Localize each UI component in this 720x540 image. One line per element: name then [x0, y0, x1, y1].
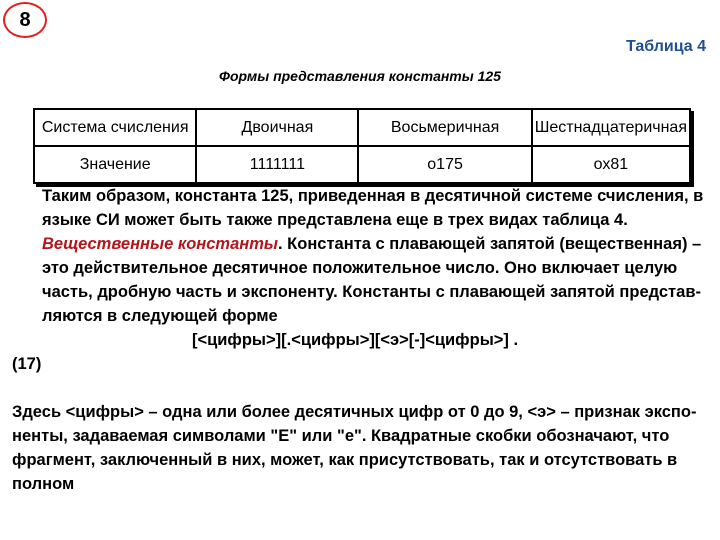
constant-forms-table	[33, 108, 691, 184]
body-text	[12, 184, 712, 496]
table-header-row	[34, 109, 690, 146]
table-cell: 1111111	[196, 146, 358, 183]
table-row	[34, 146, 690, 183]
paragraph-1: Таким образом, константа 125, приведенная в десятичной системе счисления, в языке СИ может быть также представлена еще в трех видах таблица 4.	[42, 187, 704, 229]
table-cell: Шестнадцатеричная	[532, 109, 690, 146]
table-cell: Восьмеричная	[358, 109, 531, 146]
table-caption: Формы представления константы 125	[219, 68, 501, 84]
table-cell: о175	[358, 146, 531, 183]
table-cell: Значение	[34, 146, 196, 183]
slide-number-badge: 8	[3, 2, 47, 38]
paragraph-3: Здесь <цифры> – одна или более десятичных цифр от 0 до 9, <э> – признак экспо-ненты, задаваемая символами "E" или "e". Квадратные скобки обозначают, что фрагмент, заключенный в них, может, как присутствовать, так и отсутствовать в полном	[12, 403, 697, 493]
equation-number: (17)	[12, 355, 42, 373]
paragraph-2-text: . Константа с плавающей запятой (вещественная) – это действительное десятичное положительное число. Оно включает целую часть, дробную часть и экспоненту. Константы с плавающей запятой представ-ляются в следующей форме	[42, 235, 702, 325]
syntax-line: [<цифры>][.<цифры>][<э>[-]<цифры>] .	[192, 331, 519, 349]
table-label: Таблица 4	[625, 38, 706, 55]
paragraph-2	[12, 232, 712, 328]
term-real-constants: Вещественные константы	[42, 235, 279, 253]
table-cell: ох81	[532, 146, 690, 183]
table-cell: Двоичная	[196, 109, 358, 146]
table-cell: Система счисления	[34, 109, 196, 146]
